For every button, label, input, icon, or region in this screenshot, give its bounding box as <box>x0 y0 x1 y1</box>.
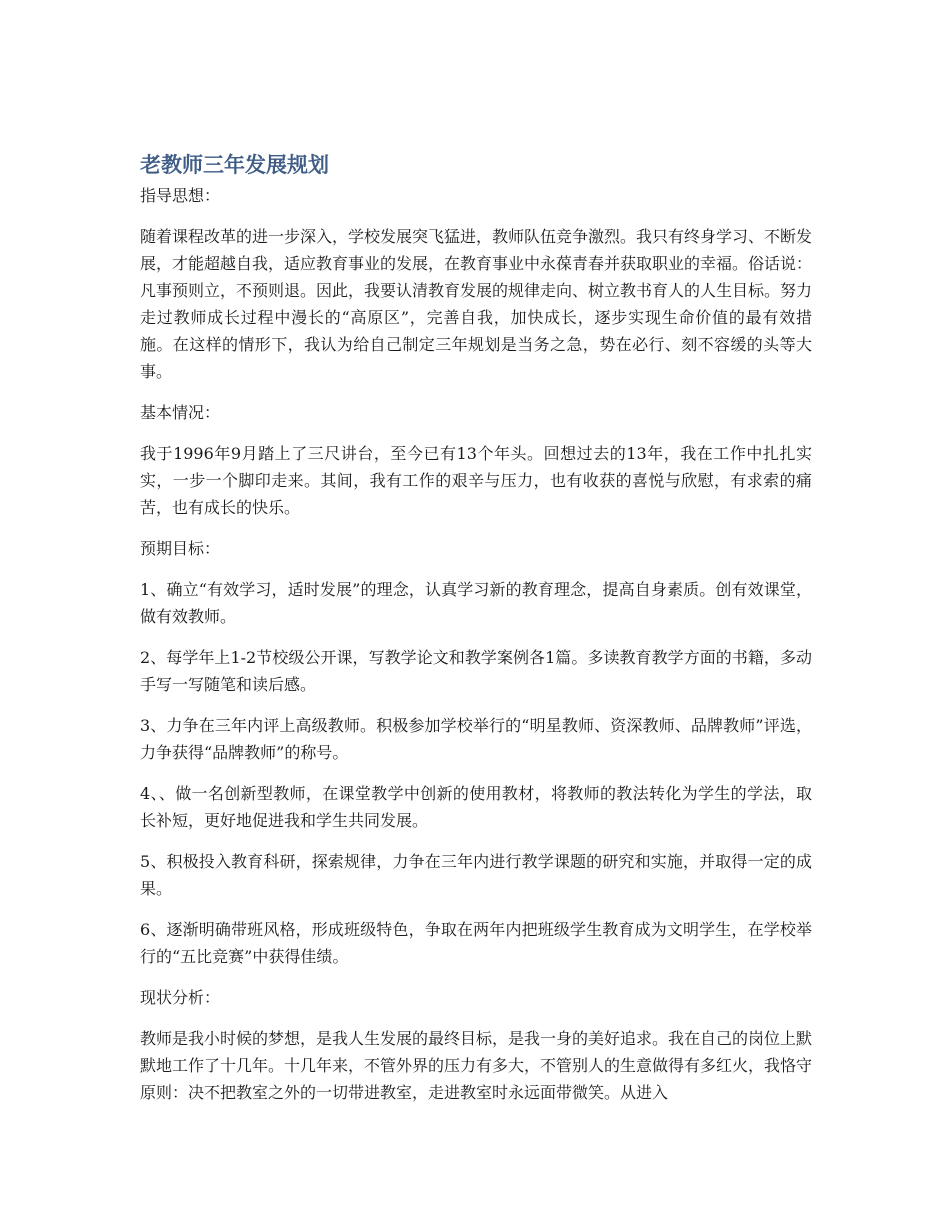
paragraph-status: 教师是我小时候的梦想，是我人生发展的最终目标，是我一身的美好追求。我在自己的岗位上默默地工作了十几年。十几年来，不管外界的压力有多大，不管别人的生意做得有多红火，我恪守原则：决不把教室之外的一切带进教室，走进教室时永远面带微笑。从进入 <box>140 1029 813 1102</box>
paragraph-guiding: 随着课程改革的进一步深入，学校发展突飞猛进，教师队伍竞争激烈。我只有终身学习、不断发展，才能超越自我，适应教育事业的发展，在教育事业中永葆青春并获取职业的幸福。俗话说：凡事预则立，不预则退。因此，我要认清教育发展的规律走向、树立教书育人的人生目标。努力走过教师成长过程中漫长的“高原区”，完善自我，加快成长，逐步实现生命价值的最有效措施。在这样的情形下，我认为给自己制定三年规划是当务之急，势在必行、刻不容缓的头等大事。 <box>140 227 813 381</box>
section-label-goals: 预期目标： <box>140 539 221 558</box>
goal-item-2: 2、每学年上1-2节校级公开课，写教学论文和教学案例各1篇。多读教育教学方面的书籍，多动手写一写随笔和读后感。 <box>140 648 812 694</box>
section-label-guiding: 指导思想： <box>140 186 221 205</box>
goal-item-6: 6、逐渐明确带班风格，形成班级特色，争取在两年内把班级学生教育成为文明学生，在学校举行的“五比竞赛”中获得佳绩。 <box>140 920 812 966</box>
paragraph-basic: 我于1996年9月踏上了三尺讲台，至今已有13个年头。回想过去的13年，我在工作中扎扎实实，一步一个脚印走来。其间，我有工作的艰辛与压力，也有收获的喜悦与欣慰，有求索的痛苦，也有成长的快乐。 <box>140 444 812 517</box>
section-label-basic: 基本情况： <box>140 403 221 422</box>
goal-item-1: 1、确立“有效学习，适时发展”的理念，认真学习新的教育理念，提高自身素质。创有效课堂，做有效教师。 <box>140 580 812 626</box>
document-title: 老教师三年发展规划 <box>140 153 329 177</box>
goal-item-4: 4、、做一名创新型教师，在课堂教学中创新的使用教材，将教师的教法转化为学生的学法，取长补短，更好地促进我和学生共同发展。 <box>140 784 812 830</box>
document-page <box>140 148 812 1106</box>
goal-item-3: 3、力争在三年内评上高级教师。积极参加学校举行的“明星教师、资深教师、品牌教师”评选，力争获得“品牌教师”的称号。 <box>140 716 812 762</box>
goal-item-5: 5、积极投入教育科研，探索规律，力争在三年内进行教学课题的研究和实施，并取得一定的成果。 <box>140 852 812 898</box>
section-label-status: 现状分析： <box>140 988 221 1007</box>
